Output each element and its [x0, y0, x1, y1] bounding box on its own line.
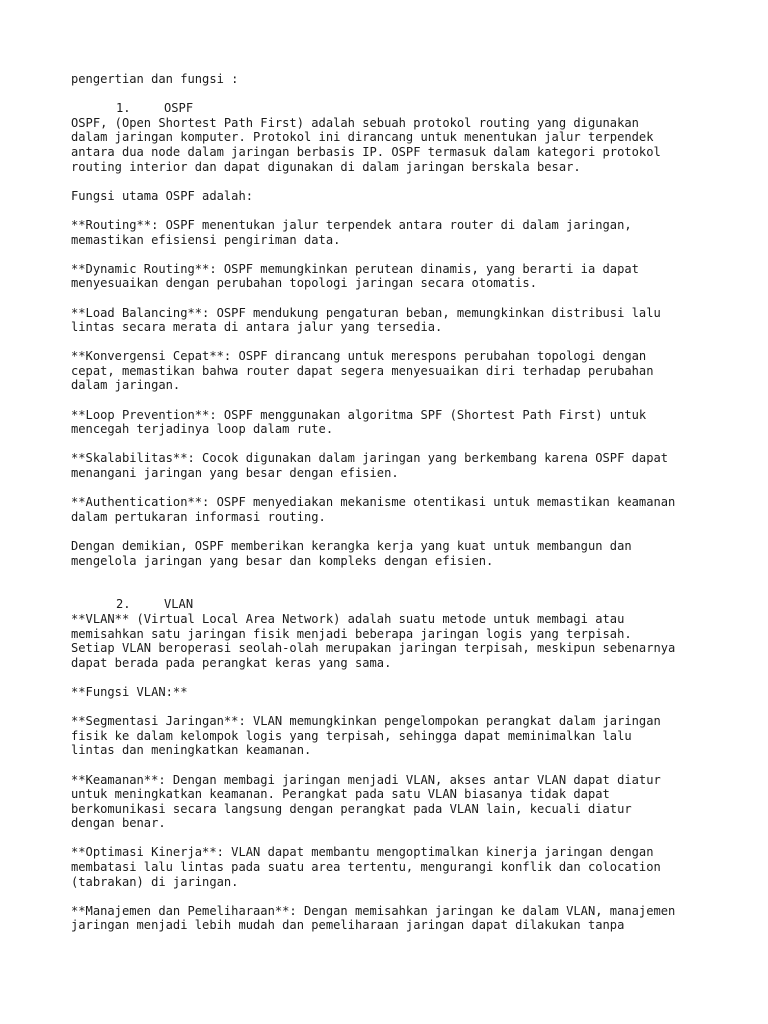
point-line: dalam jaringan.: [71, 378, 181, 393]
point-line: jaringan menjadi lebih mudah dan pemeliharaan jaringan dapat dilakukan tanpa: [71, 918, 625, 933]
paragraph-line: dalam jaringan komputer. Protokol ini dirancang untuk menentukan jalur terpendek: [71, 130, 654, 145]
point-line: **Optimasi Kinerja**: VLAN dapat membantu mengoptimalkan kinerja jaringan dengan: [71, 845, 654, 860]
point-line: **Authentication**: OSPF menyediakan mekanisme otentikasi untuk memastikan keamanan: [71, 495, 676, 510]
paragraph-line: memisahkan satu jaringan fisik menjadi beberapa jaringan logis yang terpisah.: [71, 626, 632, 641]
point-line: lintas secara merata di antara jalur yang tersedia.: [71, 320, 443, 335]
point-line: **Manajemen dan Pemeliharaan**: Dengan memisahkan jaringan ke dalam VLAN, manajemen: [71, 903, 676, 918]
point-line: **Loop Prevention**: OSPF menggunakan algoritma SPF (Shortest Path First) untuk: [71, 407, 647, 422]
point-line: **Routing**: OSPF menentukan jalur terpendek antara router di dalam jaringan,: [71, 217, 632, 232]
point-line: menangani jaringan yang besar dengan efisien.: [71, 466, 399, 481]
point-line: **Load Balancing**: OSPF mendukung pengaturan beban, memungkinkan distribusi lalu: [71, 305, 661, 320]
point-line: **Konvergensi Cepat**: OSPF dirancang untuk merespons perubahan topologi dengan: [71, 349, 647, 364]
point-line: dalam pertukaran informasi routing.: [71, 509, 326, 524]
conclusion-line: Dengan demikian, OSPF memberikan kerangka kerja yang kuat untuk membangun dan: [71, 539, 632, 553]
paragraph-line: dapat berada pada perangkat keras yang sama.: [71, 655, 392, 670]
paragraph-line: **VLAN** (Virtual Local Area Network) adalah suatu metode untuk membagi atau: [71, 611, 625, 626]
paragraph-line: OSPF, (Open Shortest Path First) adalah sebuah protokol routing yang digunakan: [71, 115, 639, 130]
point-line: dengan benar.: [71, 816, 166, 831]
conclusion-line: mengelola jaringan yang besar dan kompleks dengan efisien.: [71, 553, 494, 568]
point-line: berkomunikasi secara langsung dengan perangkat pada VLAN lain, kecuali diatur: [71, 801, 632, 816]
section-number: 1.: [116, 101, 131, 116]
point-line: **Skalabilitas**: Cocok digunakan dalam jaringan yang berkembang karena OSPF dapat: [71, 451, 669, 466]
point-line: fisik ke dalam kelompok logis yang terpisah, sehingga dapat meminimalkan lalu: [71, 728, 632, 743]
document-body: [71, 72, 711, 933]
paragraph-line: Setiap VLAN beroperasi seolah-olah merupakan jaringan terpisah, meskipun sebenarnya: [71, 641, 676, 656]
point-line: lintas dan meningkatkan keamanan.: [71, 743, 312, 758]
fungsi-heading: **Fungsi VLAN:**: [71, 684, 188, 699]
fungsi-heading: Fungsi utama OSPF adalah:: [71, 188, 254, 203]
point-line: menyesuaikan dengan perubahan topologi jaringan secara otomatis.: [71, 276, 537, 291]
section-title: OSPF: [164, 101, 194, 116]
point-line: **Segmentasi Jaringan**: VLAN memungkinkan pengelompokan perangkat dalam jaringan: [71, 714, 661, 729]
point-line: **Keamanan**: Dengan membagi jaringan menjadi VLAN, akses antar VLAN dapat diatur: [71, 772, 661, 787]
point-line: untuk meningkatkan keamanan. Perangkat pada satu VLAN biasanya tidak dapat: [71, 787, 610, 802]
section-title: VLAN: [164, 597, 194, 612]
point-line: cepat, memastikan bahwa router dapat segera menyesuaikan diri terhadap perubahan: [71, 363, 654, 378]
point-line: **Dynamic Routing**: OSPF memungkinkan perutean dinamis, yang berarti ia dapat: [71, 261, 639, 276]
point-line: mencegah terjadinya loop dalam rute.: [71, 422, 334, 437]
section-heading-vlan: [71, 597, 711, 612]
section-heading-ospf: [71, 101, 711, 116]
paragraph-line: routing interior dan dapat digunakan di dalam jaringan berskala besar.: [71, 159, 581, 174]
section-number: 2.: [116, 597, 131, 612]
intro-line: pengertian dan fungsi :: [71, 72, 239, 86]
paragraph-line: antara dua node dalam jaringan berbasis IP. OSPF termasuk dalam kategori protokol: [71, 144, 661, 159]
point-line: membatasi lalu lintas pada suatu area tertentu, mengurangi konflik dan colocation: [71, 860, 661, 875]
point-line: memastikan efisiensi pengiriman data.: [71, 232, 341, 247]
point-line: (tabrakan) di jaringan.: [71, 874, 239, 889]
